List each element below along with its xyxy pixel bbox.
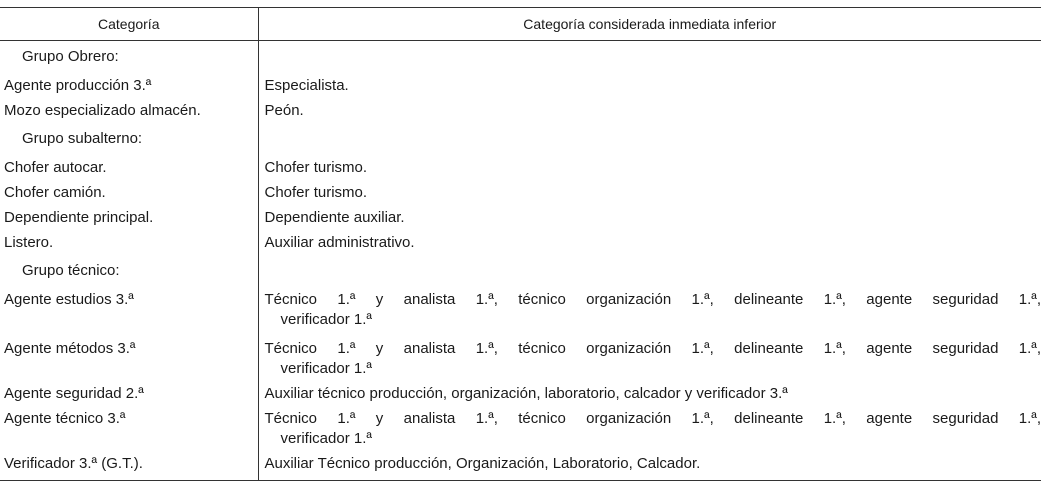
lower-category-cell bbox=[258, 123, 1041, 151]
lower-category-continuation: verificador 1.ª bbox=[280, 430, 372, 447]
category-table bbox=[0, 7, 1041, 481]
lower-category-text: Auxiliar administrativo. bbox=[264, 234, 415, 251]
lower-category-text: Técnico 1.ª y analista 1.ª, técnico organización 1.ª, delineante 1.ª, agente seguridad 1.ª, bbox=[264, 340, 1041, 357]
group-row bbox=[0, 123, 1041, 151]
category-cell: Agente producción 3.ª bbox=[0, 69, 258, 98]
lower-category-text: Chofer turismo. bbox=[264, 184, 368, 201]
group-label: Grupo subalterno: bbox=[0, 123, 258, 151]
group-label: Grupo Obrero: bbox=[0, 41, 258, 70]
lower-category-text: Técnico 1.ª y analista 1.ª, técnico organización 1.ª, delineante 1.ª, agente seguridad 1.ª, bbox=[264, 291, 1041, 308]
table-row bbox=[0, 230, 1041, 255]
category-cell: Agente estudios 3.ª bbox=[0, 283, 258, 332]
lower-category-text: Dependiente auxiliar. bbox=[264, 209, 405, 226]
group-row bbox=[0, 41, 1041, 70]
category-cell: Agente seguridad 2.ª bbox=[0, 381, 258, 406]
category-cell: Chofer camión. bbox=[0, 180, 258, 205]
category-cell: Agente métodos 3.ª bbox=[0, 332, 258, 381]
header-category: Categoría bbox=[0, 8, 258, 41]
category-cell: Agente técnico 3.ª bbox=[0, 406, 258, 451]
lower-category-cell bbox=[258, 180, 1041, 205]
table-row bbox=[0, 151, 1041, 180]
lower-category-cell bbox=[258, 283, 1041, 332]
lower-category-text: Chofer turismo. bbox=[264, 159, 368, 176]
category-cell: Verificador 3.ª (G.T.). bbox=[0, 451, 258, 481]
lower-category-text: Auxiliar técnico producción, organización, laboratorio, calcador y verificador 3.ª bbox=[264, 385, 788, 402]
lower-category-continuation: verificador 1.ª bbox=[280, 360, 372, 377]
lower-category-cell bbox=[258, 205, 1041, 230]
category-cell: Listero. bbox=[0, 230, 258, 255]
group-row bbox=[0, 255, 1041, 283]
lower-category-cell bbox=[258, 406, 1041, 451]
header-lower-category: Categoría considerada inmediata inferior bbox=[258, 8, 1041, 41]
category-cell: Chofer autocar. bbox=[0, 151, 258, 180]
table-body bbox=[0, 41, 1041, 481]
lower-category-text: Técnico 1.ª y analista 1.ª, técnico organización 1.ª, delineante 1.ª, agente seguridad 1.ª, bbox=[264, 410, 1041, 427]
header-row bbox=[0, 8, 1041, 41]
table-row bbox=[0, 381, 1041, 406]
lower-category-cell bbox=[258, 381, 1041, 406]
lower-category-cell bbox=[258, 98, 1041, 123]
lower-category-text: Especialista. bbox=[264, 77, 349, 94]
lower-category-cell bbox=[258, 230, 1041, 255]
table-row bbox=[0, 283, 1041, 332]
table-row bbox=[0, 180, 1041, 205]
table-row bbox=[0, 69, 1041, 98]
lower-category-cell bbox=[258, 151, 1041, 180]
lower-category-cell bbox=[258, 451, 1041, 481]
lower-category-cell bbox=[258, 41, 1041, 70]
lower-category-continuation: verificador 1.ª bbox=[280, 311, 372, 328]
lower-category-text: Auxiliar Técnico producción, Organización, Laboratorio, Calcador. bbox=[264, 455, 701, 472]
lower-category-cell bbox=[258, 255, 1041, 283]
category-cell: Mozo especializado almacén. bbox=[0, 98, 258, 123]
lower-category-text: Peón. bbox=[264, 102, 304, 119]
table-row bbox=[0, 451, 1041, 481]
table-row bbox=[0, 98, 1041, 123]
table-row bbox=[0, 406, 1041, 451]
lower-category-cell bbox=[258, 332, 1041, 381]
category-cell: Dependiente principal. bbox=[0, 205, 258, 230]
table-row bbox=[0, 332, 1041, 381]
lower-category-cell bbox=[258, 69, 1041, 98]
table-row bbox=[0, 205, 1041, 230]
group-label: Grupo técnico: bbox=[0, 255, 258, 283]
